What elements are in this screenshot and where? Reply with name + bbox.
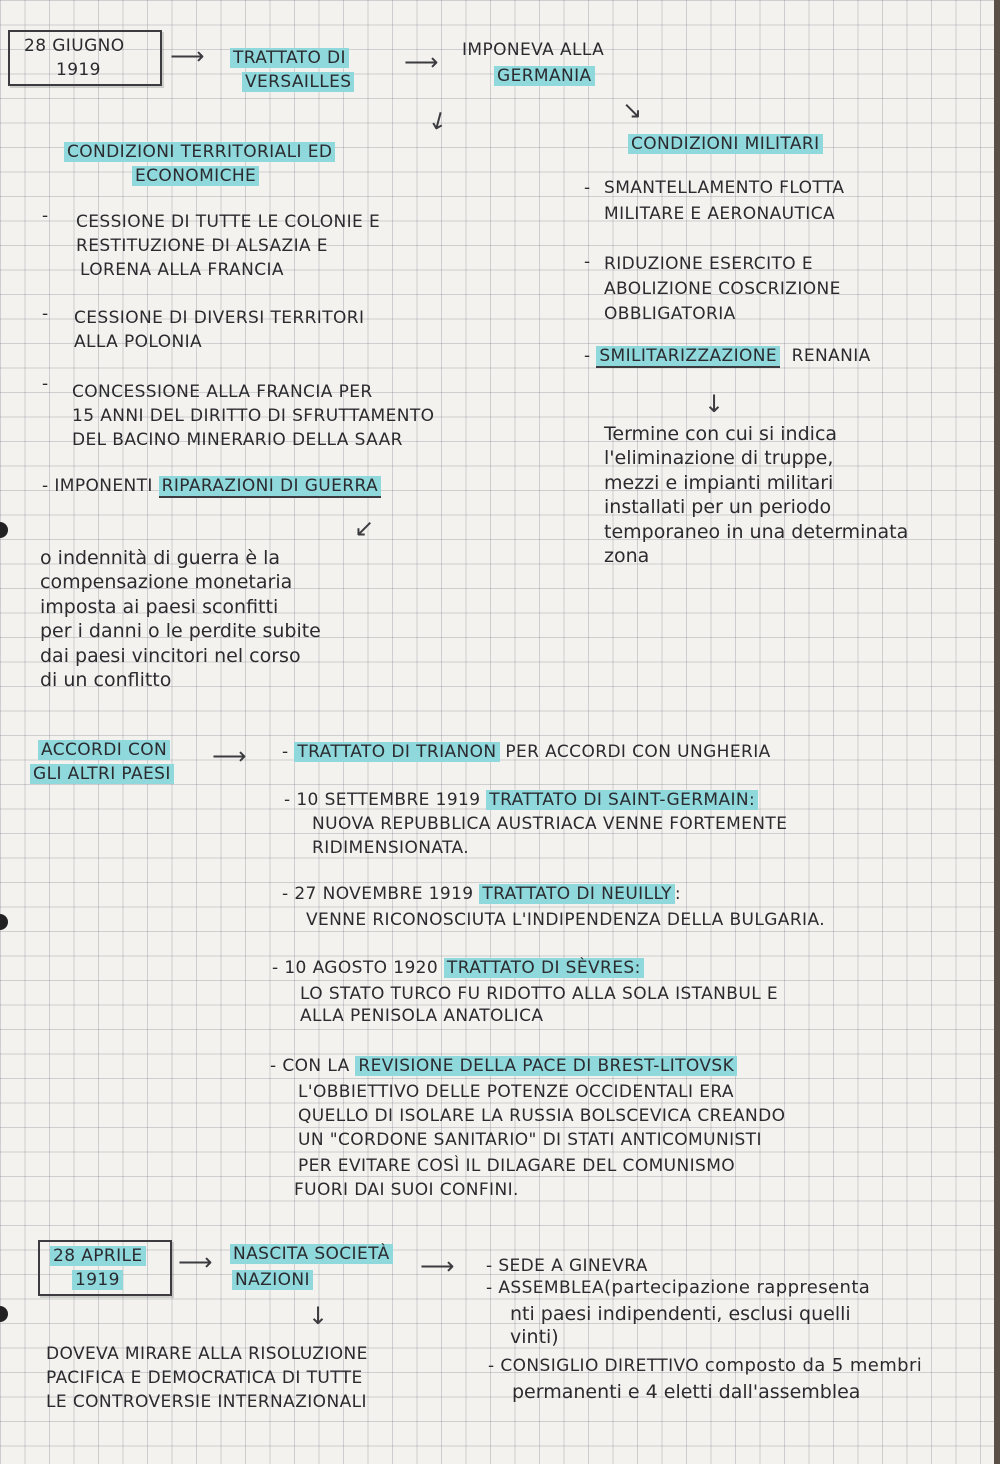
- societa-title: NASCITA SOCIETÀ: [230, 1242, 393, 1266]
- territorial-item-3: DEL BACINO MINERARIO DELLA SAAR: [72, 430, 403, 450]
- arrow-right-icon: ⟶: [170, 42, 205, 70]
- territorial-item-2: ALLA POLONIA: [74, 332, 203, 352]
- societa-title-2: NAZIONI: [232, 1268, 313, 1292]
- arrow-down-icon: ↓: [308, 1302, 329, 1330]
- imposed-label-2: GERMANIA: [494, 64, 595, 88]
- sevres-term: TRATTATO DI SÈVRES:: [444, 958, 644, 978]
- arrow-right-icon: ⟶: [420, 1252, 455, 1280]
- date-day: 28 GIUGNO: [24, 36, 125, 56]
- demil-def: Termine con cui si indica: [604, 423, 838, 445]
- demil-def: zona: [604, 545, 650, 567]
- sede-item: - SEDE A GINEVRA: [486, 1256, 648, 1276]
- societa-goal: PACIFICA E DEMOCRATICA DI TUTTE: [46, 1368, 363, 1388]
- territorial-title-2: ECONOMICHE: [132, 164, 259, 188]
- date-year: 1919: [56, 60, 101, 80]
- territorial-item-2: CESSIONE DI DIVERSI TERRITORI: [74, 308, 365, 328]
- assemblea-desc: nti paesi indipendenti, esclusi quelli: [510, 1303, 851, 1325]
- arrow-right-icon: ⟶: [404, 48, 439, 76]
- page-edge-shadow: [994, 0, 1000, 1464]
- societa-goal: DOVEVA MIRARE ALLA RISOLUZIONE: [46, 1344, 368, 1364]
- demil-def: temporaneo in una determinata: [604, 521, 909, 543]
- reparations-def: imposta ai paesi sconfitti: [40, 596, 279, 618]
- demil-def: l'eliminazione di truppe,: [604, 447, 834, 469]
- demil-def: mezzi e impianti militari: [604, 472, 834, 494]
- trianon-line: - TRATTATO DI TRIANON PER ACCORDI CON UNGHERIA: [282, 742, 771, 762]
- arrow-down-left-icon: ↙: [354, 514, 375, 542]
- sevres-desc: LO STATO TURCO FU RIDOTTO ALLA SOLA ISTANBUL E: [300, 984, 779, 1004]
- arrow-down-left-icon: ↙: [422, 102, 454, 138]
- saint-germain-desc: RIDIMENSIONATA.: [312, 838, 470, 858]
- neuilly-line: - 27 NOVEMBRE 1919 TRATTATO DI NEUILLY :: [282, 884, 681, 904]
- bullet-dash: -: [584, 178, 591, 198]
- accordi-title-2: GLI ALTRI PAESI: [30, 762, 174, 786]
- territorial-title: CONDIZIONI TERRITORIALI ED: [64, 140, 335, 164]
- reparations-def: o indennità di guerra è la: [40, 547, 281, 569]
- reparations-line: - IMPONENTI RIPARAZIONI DI GUERRA: [42, 474, 381, 498]
- saint-germain-term: TRATTATO DI SAINT-GERMAIN:: [486, 790, 758, 810]
- bullet-dash: -: [584, 252, 591, 272]
- reparations-def: dai paesi vincitori nel corso: [40, 645, 301, 667]
- territorial-item-1: RESTITUZIONE DI ALSAZIA E: [76, 236, 328, 256]
- territorial-item-3: 15 ANNI DEL DIRITTO DI SFRUTTAMENTO: [72, 406, 435, 426]
- arrow-down-icon: ↓: [704, 390, 725, 418]
- consiglio-desc: permanenti e 4 eletti dall'assemblea: [512, 1381, 861, 1403]
- military-item-2: ABOLIZIONE COSCRIZIONE: [604, 279, 841, 299]
- societa-date-day: 28 APRILE: [50, 1244, 146, 1268]
- binder-hole: [0, 1306, 8, 1322]
- military-item-1: SMANTELLAMENTO FLOTTA: [604, 178, 845, 198]
- reparations-def: di un conflitto: [40, 669, 172, 691]
- arrow-right-icon: ⟶: [212, 742, 247, 770]
- consiglio-item: - CONSIGLIO DIRETTIVO composto da 5 membri: [488, 1355, 923, 1376]
- accordi-title: ACCORDI CON: [38, 738, 170, 762]
- demil-def: installati per un periodo: [604, 496, 832, 518]
- military-title: CONDIZIONI MILITARI: [628, 132, 823, 156]
- treaty-title: TRATTATO DI: [230, 46, 349, 70]
- brest-term: REVISIONE DELLA PACE DI BREST-LITOVSK: [355, 1056, 737, 1076]
- brest-desc: L'OBBIETTIVO DELLE POTENZE OCCIDENTALI ERA: [298, 1082, 734, 1102]
- binder-hole: [0, 522, 8, 538]
- demil-line: - SMILITARIZZAZIONE RENANIA: [584, 346, 871, 366]
- territorial-item-3: CONCESSIONE ALLA FRANCIA PER: [72, 382, 373, 402]
- sevres-desc: ALLA PENISOLA ANATOLICA: [300, 1006, 544, 1026]
- saint-germain-line: - 10 SETTEMBRE 1919 TRATTATO DI SAINT-GERMAIN:: [284, 788, 758, 812]
- sevres-line: - 10 AGOSTO 1920 TRATTATO DI SÈVRES:: [272, 956, 644, 980]
- military-item-1: MILITARE E AERONAUTICA: [604, 204, 836, 224]
- brest-desc: QUELLO DI ISOLARE LA RUSSIA BOLSCEVICA CREANDO: [298, 1106, 786, 1126]
- trianon-term: TRATTATO DI TRIANON: [294, 742, 499, 762]
- brest-desc: PER EVITARE COSÌ IL DILAGARE DEL COMUNISMO: [298, 1156, 736, 1176]
- societa-date-year: 1919: [72, 1268, 123, 1292]
- neuilly-term: TRATTATO DI NEUILLY: [479, 884, 675, 904]
- assemblea-item: - ASSEMBLEA(partecipazione rappresenta: [486, 1277, 871, 1298]
- imposed-label: IMPONEVA ALLA: [462, 40, 605, 60]
- arrow-right-icon: ⟶: [178, 1248, 213, 1276]
- bullet-dash: -: [42, 304, 49, 324]
- assemblea-desc: vinti): [510, 1326, 559, 1348]
- neuilly-desc: VENNE RICONOSCIUTA L'INDIPENDENZA DELLA BULGARIA.: [306, 910, 825, 930]
- societa-goal: LE CONTROVERSIE INTERNAZIONALI: [46, 1392, 367, 1412]
- demil-term: SMILITARIZZAZIONE: [596, 346, 780, 368]
- treaty-title-2: VERSAILLES: [242, 70, 354, 94]
- brest-desc: UN "CORDONE SANITARIO" DI STATI ANTICOMUNISTI: [298, 1130, 762, 1150]
- saint-germain-desc: NUOVA REPUBBLICA AUSTRIACA VENNE FORTEMENTE: [312, 814, 788, 834]
- bullet-dash: -: [42, 206, 49, 226]
- reparations-def: per i danni o le perdite subite: [40, 620, 321, 642]
- reparations-term: RIPARAZIONI DI GUERRA: [159, 476, 381, 498]
- territorial-item-1: CESSIONE DI TUTTE LE COLONIE E: [76, 212, 381, 232]
- reparations-def: compensazione monetaria: [40, 571, 293, 593]
- brest-line: - CON LA REVISIONE DELLA PACE DI BREST-LITOVSK: [270, 1054, 737, 1078]
- brest-desc: FUORI DAI SUOI CONFINI.: [294, 1180, 519, 1200]
- military-item-2: RIDUZIONE ESERCITO E: [604, 254, 813, 274]
- military-item-2: OBBLIGATORIA: [604, 304, 736, 324]
- bullet-dash: -: [42, 374, 49, 394]
- arrow-down-right-icon: ↘: [622, 96, 643, 124]
- territorial-item-1: LORENA ALLA FRANCIA: [80, 260, 284, 280]
- binder-hole: [0, 914, 8, 930]
